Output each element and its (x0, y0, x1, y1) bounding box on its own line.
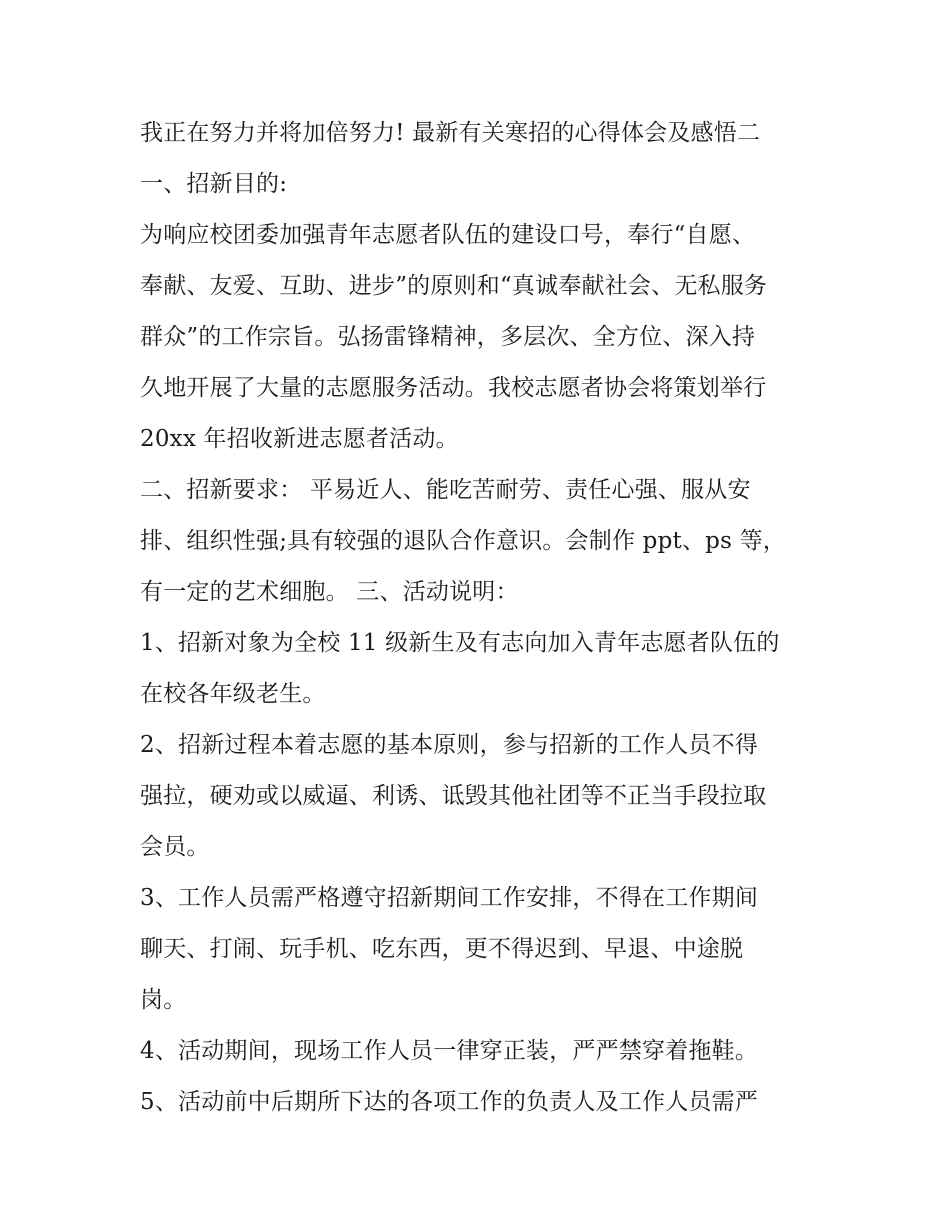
list-item-3: 3、工作人员需严格遵守招新期间工作安排，不得在工作期间 (140, 885, 759, 911)
list-item-1: 1、招新对象为全校 11 级新生及有志向加入青年志愿者队伍的 (140, 630, 780, 656)
document-body (140, 108, 820, 1128)
text-line: 在校各年级老生。 (140, 681, 326, 707)
text-line: 为响应校团委加强青年志愿者队伍的建设口号，奉行“自愿、 (140, 222, 756, 248)
list-item-2: 2、招新过程本着志愿的基本原则，参与招新的工作人员不得 (140, 732, 759, 758)
section-heading-goal: 一、招新目的: (140, 171, 288, 197)
text-line: 岗。 (140, 987, 187, 1013)
list-item-4: 4、活动期间，现场工作人员一律穿正装，严严禁穿着拖鞋。 (140, 1038, 759, 1064)
text-line-intro: 我正在努力并将加倍努力! 最新有关寒招的心得体会及感悟二 (140, 120, 761, 146)
text-line: 强拉，硬劝或以威逼、利诱、诋毁其他社团等不正当手段拉取 (140, 783, 767, 809)
text-line: 久地开展了大量的志愿服务活动。我校志愿者协会将策划举行 (140, 375, 767, 401)
text-line: 排、组织性强;具有较强的退队合作意识。会制作 ppt、ps 等， (140, 528, 786, 554)
text-line: 奉献、友爱、互助、进步”的原则和“真诚奉献社会、无私服务 (140, 273, 768, 299)
text-line: 会员。 (140, 834, 210, 860)
section-heading-requirements: 二、招新要求： 平易近人、能吃苦耐劳、责任心强、服从安 (140, 477, 751, 503)
text-line: 20xx 年招收新进志愿者活动。 (140, 426, 459, 452)
text-line: 群众”的工作宗旨。弘扬雷锋精神，多层次、全方位、深入持 (140, 324, 756, 350)
list-item-5: 5、活动前中后期所下达的各项工作的负责人及工作人员需严 (140, 1089, 759, 1115)
text-line: 有一定的艺术细胞。 三、活动说明： (140, 579, 519, 605)
text-line: 聊天、打闹、玩手机、吃东西，更不得迟到、早退、中途脱 (140, 936, 744, 962)
